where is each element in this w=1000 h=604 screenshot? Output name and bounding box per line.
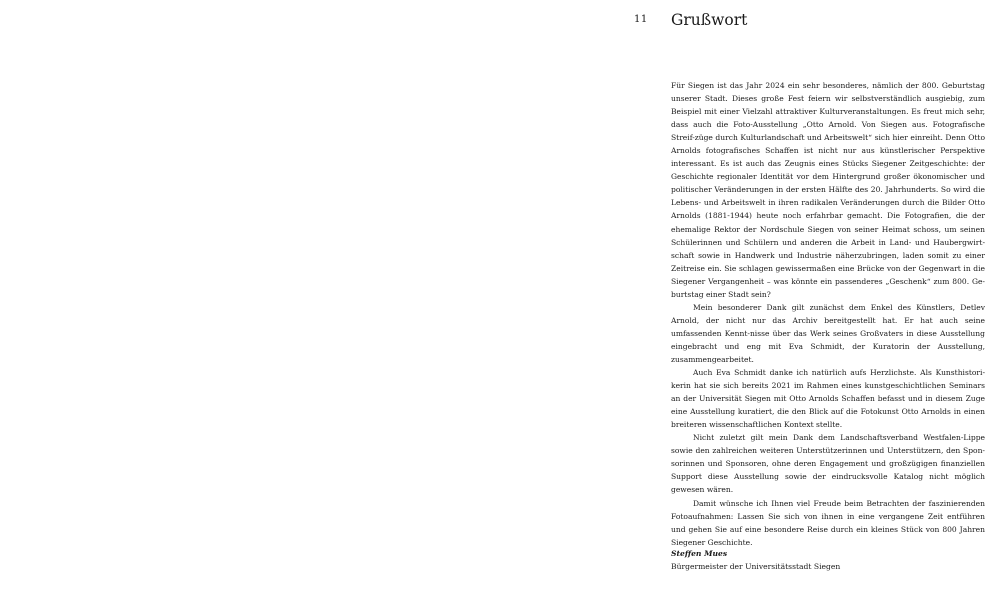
paragraph-thanks-enkel: Mein besonderer Dank gilt zunächst dem Enkel des Künstlers, Detlev Arnold, der nicht nur das Archiv bereitgestellt hat. Er hat auch seine umfassenden Kennt-nisse über das Werk seines Großvaters in diese Ausstellung eingebracht und eng mit Eva Schmidt, der Kuratorin der Ausstellung, zusammengearbeitet. [671, 302, 985, 364]
paragraph-thanks-sponsors: Nicht zuletzt gilt mein Dank dem Landschaftsverband Westfalen-Lippe sowie den zahlreichen weiteren Unterstützerinnen und Unterstützern, den Spon-sorinnen und Sponsoren, ohne deren Engagement und großzügigen finanziellen Support diese Ausstellung sowie der eindrucksvolle Katalog nicht möglich gewesen wären. [671, 433, 985, 495]
signature-name: Steffen Mues [671, 549, 728, 558]
paragraph-closing: Damit wünsche ich Ihnen viel Freude beim Betrachten der faszinierenden Fotoaufnahmen: Lassen Sie sich von ihnen in eine vergangene Zeit entführen und gehen Sie auf eine besondere Reise durch ein kleines Stück von 800 Jahren Siegener Geschichte. [671, 498, 985, 547]
page-number: 11 [634, 14, 648, 25]
paragraph-thanks-kuratorin: Auch Eva Schmidt danke ich natürlich aufs Herzlichste. Als Kunsthistori-kerin hat sie sich bereits 2021 im Rahmen eines kunstgeschichtlichen Seminars an der Universität Siegen mit Otto Arnolds Schaffen befasst und in diesem Zuge eine Ausstellung kuratiert, die den Blick auf die Fotokunst Otto Arnolds in einen breiteren wissenschaftlichen Kontext stellte. [671, 368, 985, 430]
signature-role: Bürgermeister der Universitätsstadt Siegen [671, 562, 841, 571]
paragraph-intro: Für Siegen ist das Jahr 2024 ein sehr besonderes, nämlich der 800. Geburtstag unserer Stadt. Dieses große Fest feiern wir selbstverständlich ausgiebig, zum Beispiel mit einer Vielzahl attraktiver Kulturveranstaltungen. Es freut mich sehr, dass auch die Foto-Ausstellung „Otto Arnold. Von Siegen aus. Fotografische Streif-züge durch Kulturlandschaft und Arbeitswelt“ sich hier einreiht. Denn Otto Arnolds fotografisches Schaffen ist nicht nur aus künstlerischer Perspektive interessant. Es ist auch das Zeugnis eines Stücks Siegener Zeitgeschichte: der Geschichte regionaler Identität vor dem Hintergrund großer ökonomischer und politischer Veränderungen in der ersten Hälfte des 20. Jahrhunderts. So wird die Lebens- und Arbeitswelt in ihren radikalen Veränderungen durch die Bilder Otto Arnolds (1881-1944) heute noch erfahrbar gemacht. Die Fotografien, die der ehemalige Rektor der Nordschule Siegen von seiner Heimat schoss, um seinen Schülerinnen und Schülern und anderen die Arbeit in Land- und Haubergwirt-schaft sowie in Handwerk und Industrie näherzubringen, laden somit zu einer Zeitreise ein. Sie schlagen gewissermaßen eine Brücke von der Gegenwart in die Siegener Vergangenheit – was könnte ein passenderes „Geschenk“ zum 800. Ge-burtstag einer Stadt sein? [671, 81, 985, 299]
page-title: Grußwort [671, 11, 748, 29]
body-text [671, 79, 985, 549]
